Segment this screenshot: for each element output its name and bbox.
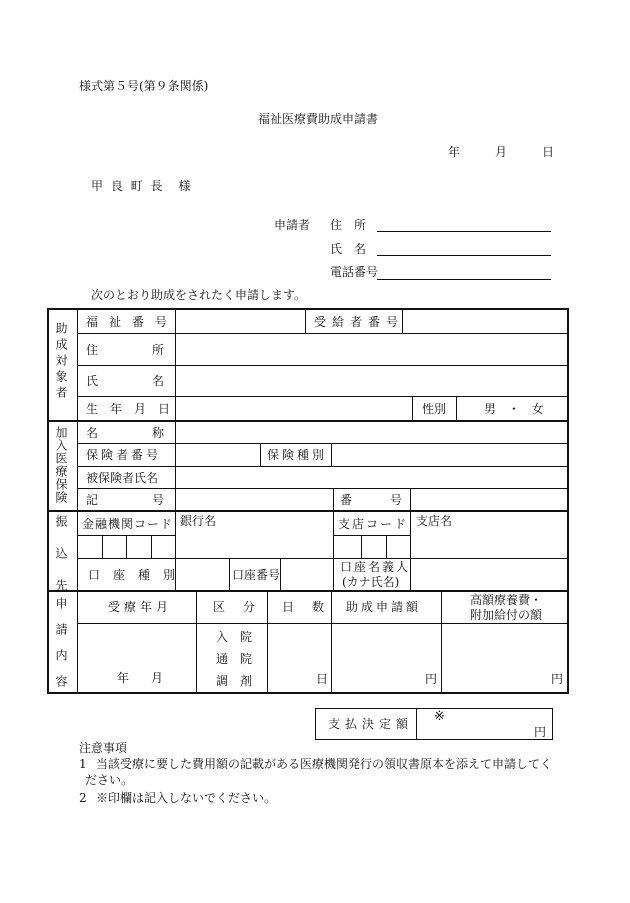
applicant-phone-field[interactable] [377, 279, 551, 280]
col-divider [305, 309, 306, 333]
row-divider [333, 535, 411, 536]
note-1-line-2: ださい。 [85, 773, 134, 787]
document-title: 福祉医療費助成申請書 [258, 112, 379, 126]
col-divider [196, 591, 197, 693]
bank-code-digit-4[interactable] [152, 537, 174, 557]
heading-column-divider [77, 309, 78, 693]
bank-code-digit-3[interactable] [127, 537, 150, 557]
sex-options[interactable]: 男 ・ 女 [484, 402, 548, 416]
subject-address-label: 住所 [86, 343, 219, 357]
recipient-number-label: 受給者番号 [314, 315, 405, 329]
date-day-label: 日 [542, 145, 555, 159]
col-divider [361, 535, 362, 558]
bank-name-label: 銀行名 [180, 514, 217, 528]
col-divider [331, 443, 332, 466]
account-number-field[interactable] [282, 560, 332, 589]
insurance-type-field[interactable] [333, 445, 566, 465]
applicant-label: 申請者 [274, 218, 311, 232]
row-divider [78, 558, 568, 559]
sex-label: 性別 [422, 402, 447, 416]
insurer-number-field[interactable] [177, 445, 259, 465]
col-high-cost-header-2: 附加給付の額 [470, 608, 543, 622]
applicant-name-field[interactable] [377, 255, 551, 256]
row-divider [78, 443, 568, 444]
insured-name-label: 被保険者氏名 [86, 471, 159, 485]
col-divider [412, 396, 413, 420]
days-field[interactable] [269, 626, 330, 692]
col-days-header: 日数 [282, 600, 343, 614]
col-period-header: 受療年月 [108, 600, 173, 614]
account-holder-label: 口座名義人 [340, 560, 411, 574]
row-divider [78, 396, 568, 397]
category-outpatient[interactable]: 通 院 [216, 652, 253, 666]
col-divider [441, 591, 442, 693]
section-divider [48, 590, 568, 592]
subject-section-heading: 助成対象者 [54, 322, 68, 402]
payment-unit: 円 [534, 725, 547, 739]
col-divider [386, 535, 387, 558]
insurer-number-label: 保険者番号 [86, 448, 162, 462]
category-inpatient[interactable]: 入 院 [216, 630, 253, 644]
amount-field[interactable] [333, 626, 440, 692]
birthdate-label: 生年月日 [86, 402, 183, 416]
subject-address-field[interactable] [177, 335, 566, 364]
number-label: 番号 [340, 493, 441, 507]
amount-unit: 円 [425, 672, 438, 686]
insured-name-field[interactable] [177, 468, 566, 487]
applicant-name-label: 氏 名 [330, 242, 367, 256]
welfare-number-field[interactable] [177, 310, 303, 332]
col-amount-header: 助成申請額 [346, 600, 422, 614]
date-month-label: 月 [495, 145, 508, 159]
period-month-label: 月 [151, 671, 164, 685]
branch-name-label: 支店名 [416, 514, 453, 528]
subject-name-field[interactable] [177, 367, 566, 395]
notes-heading: 注意事項 [79, 741, 128, 755]
col-divider [333, 511, 334, 590]
bank-name-field[interactable] [177, 530, 332, 557]
col-divider [229, 558, 230, 590]
account-number-label: 口座番号 [232, 568, 281, 582]
row-divider [78, 488, 568, 489]
intro-text: 次のとおり助成をされたく申請します。 [91, 288, 307, 302]
birthdate-field[interactable] [177, 398, 411, 419]
note-2-line-1: ※印欄は記入しないでください。 [96, 791, 277, 805]
branch-code-label: 支店コード [338, 517, 409, 531]
branch-code-digit-1[interactable] [335, 537, 360, 557]
period-field[interactable] [80, 626, 194, 692]
account-type-label: 口座種別 [88, 568, 189, 582]
welfare-number-label: 福祉番号 [86, 315, 179, 329]
subject-name-label: 氏名 [86, 374, 219, 388]
bank-code-label: 金融機関コード [82, 517, 174, 531]
days-unit: 日 [316, 672, 329, 686]
row-divider [78, 365, 568, 366]
symbol-label: 記号 [86, 493, 219, 507]
form-number: 様式第５号(第９条関係) [79, 79, 209, 93]
col-category-header: 区分 [213, 600, 274, 614]
col-divider [280, 558, 281, 590]
col-divider [333, 488, 334, 510]
insurance-section-heading: 加入医療保険 [54, 426, 68, 504]
row-divider [78, 466, 568, 467]
payment-decision-label: 支払決定額 [328, 717, 414, 731]
account-type-field[interactable] [177, 560, 228, 589]
date-year-label: 年 [448, 145, 461, 159]
col-divider [456, 396, 457, 420]
category-pharmacy[interactable]: 調 剤 [216, 674, 253, 688]
note-2-number: 2 [79, 791, 87, 805]
note-1-number: 1 [79, 757, 87, 771]
claim-section-heading: 申請内容 [54, 597, 68, 701]
row-divider [78, 623, 568, 624]
applicant-address-label: 住 所 [330, 218, 367, 232]
branch-code-digit-2[interactable] [363, 537, 385, 557]
period-year-label: 年 [117, 671, 130, 685]
section-divider [48, 510, 568, 512]
row-divider [78, 333, 568, 334]
col-divider [416, 708, 417, 740]
applicant-address-field[interactable] [377, 231, 551, 232]
branch-code-digit-3[interactable] [388, 537, 409, 557]
branch-name-field[interactable] [412, 530, 566, 557]
recipient-number-field[interactable] [404, 310, 566, 332]
insurer-name-label: 名称 [86, 426, 219, 440]
bank-code-digit-1[interactable] [79, 537, 101, 557]
insurer-name-field[interactable] [177, 422, 566, 442]
account-holder-kana-label: (カナ氏名) [342, 575, 400, 589]
high-cost-unit: 円 [551, 672, 564, 686]
col-divider [410, 511, 411, 590]
addressee: 甲 良 町 長 様 [91, 179, 193, 193]
col-high-cost-header-1: 高額療養費・ [470, 593, 543, 607]
bank-code-digit-2[interactable] [103, 537, 125, 557]
note-1-line-1: 当該受療に要した費用額の記載がある医療機関発行の領収書原本を添えて申請してく [96, 757, 553, 771]
applicant-phone-label: 電話番号 [330, 265, 379, 279]
transfer-section-heading: 振込先 [54, 515, 68, 611]
high-cost-field[interactable] [443, 626, 566, 692]
number-field[interactable] [412, 490, 566, 509]
account-holder-field[interactable] [412, 560, 566, 589]
insurance-type-label: 保険種別 [267, 448, 328, 462]
col-divider [260, 443, 261, 466]
symbol-field[interactable] [177, 490, 332, 509]
payment-official-mark: ※ [434, 709, 445, 724]
